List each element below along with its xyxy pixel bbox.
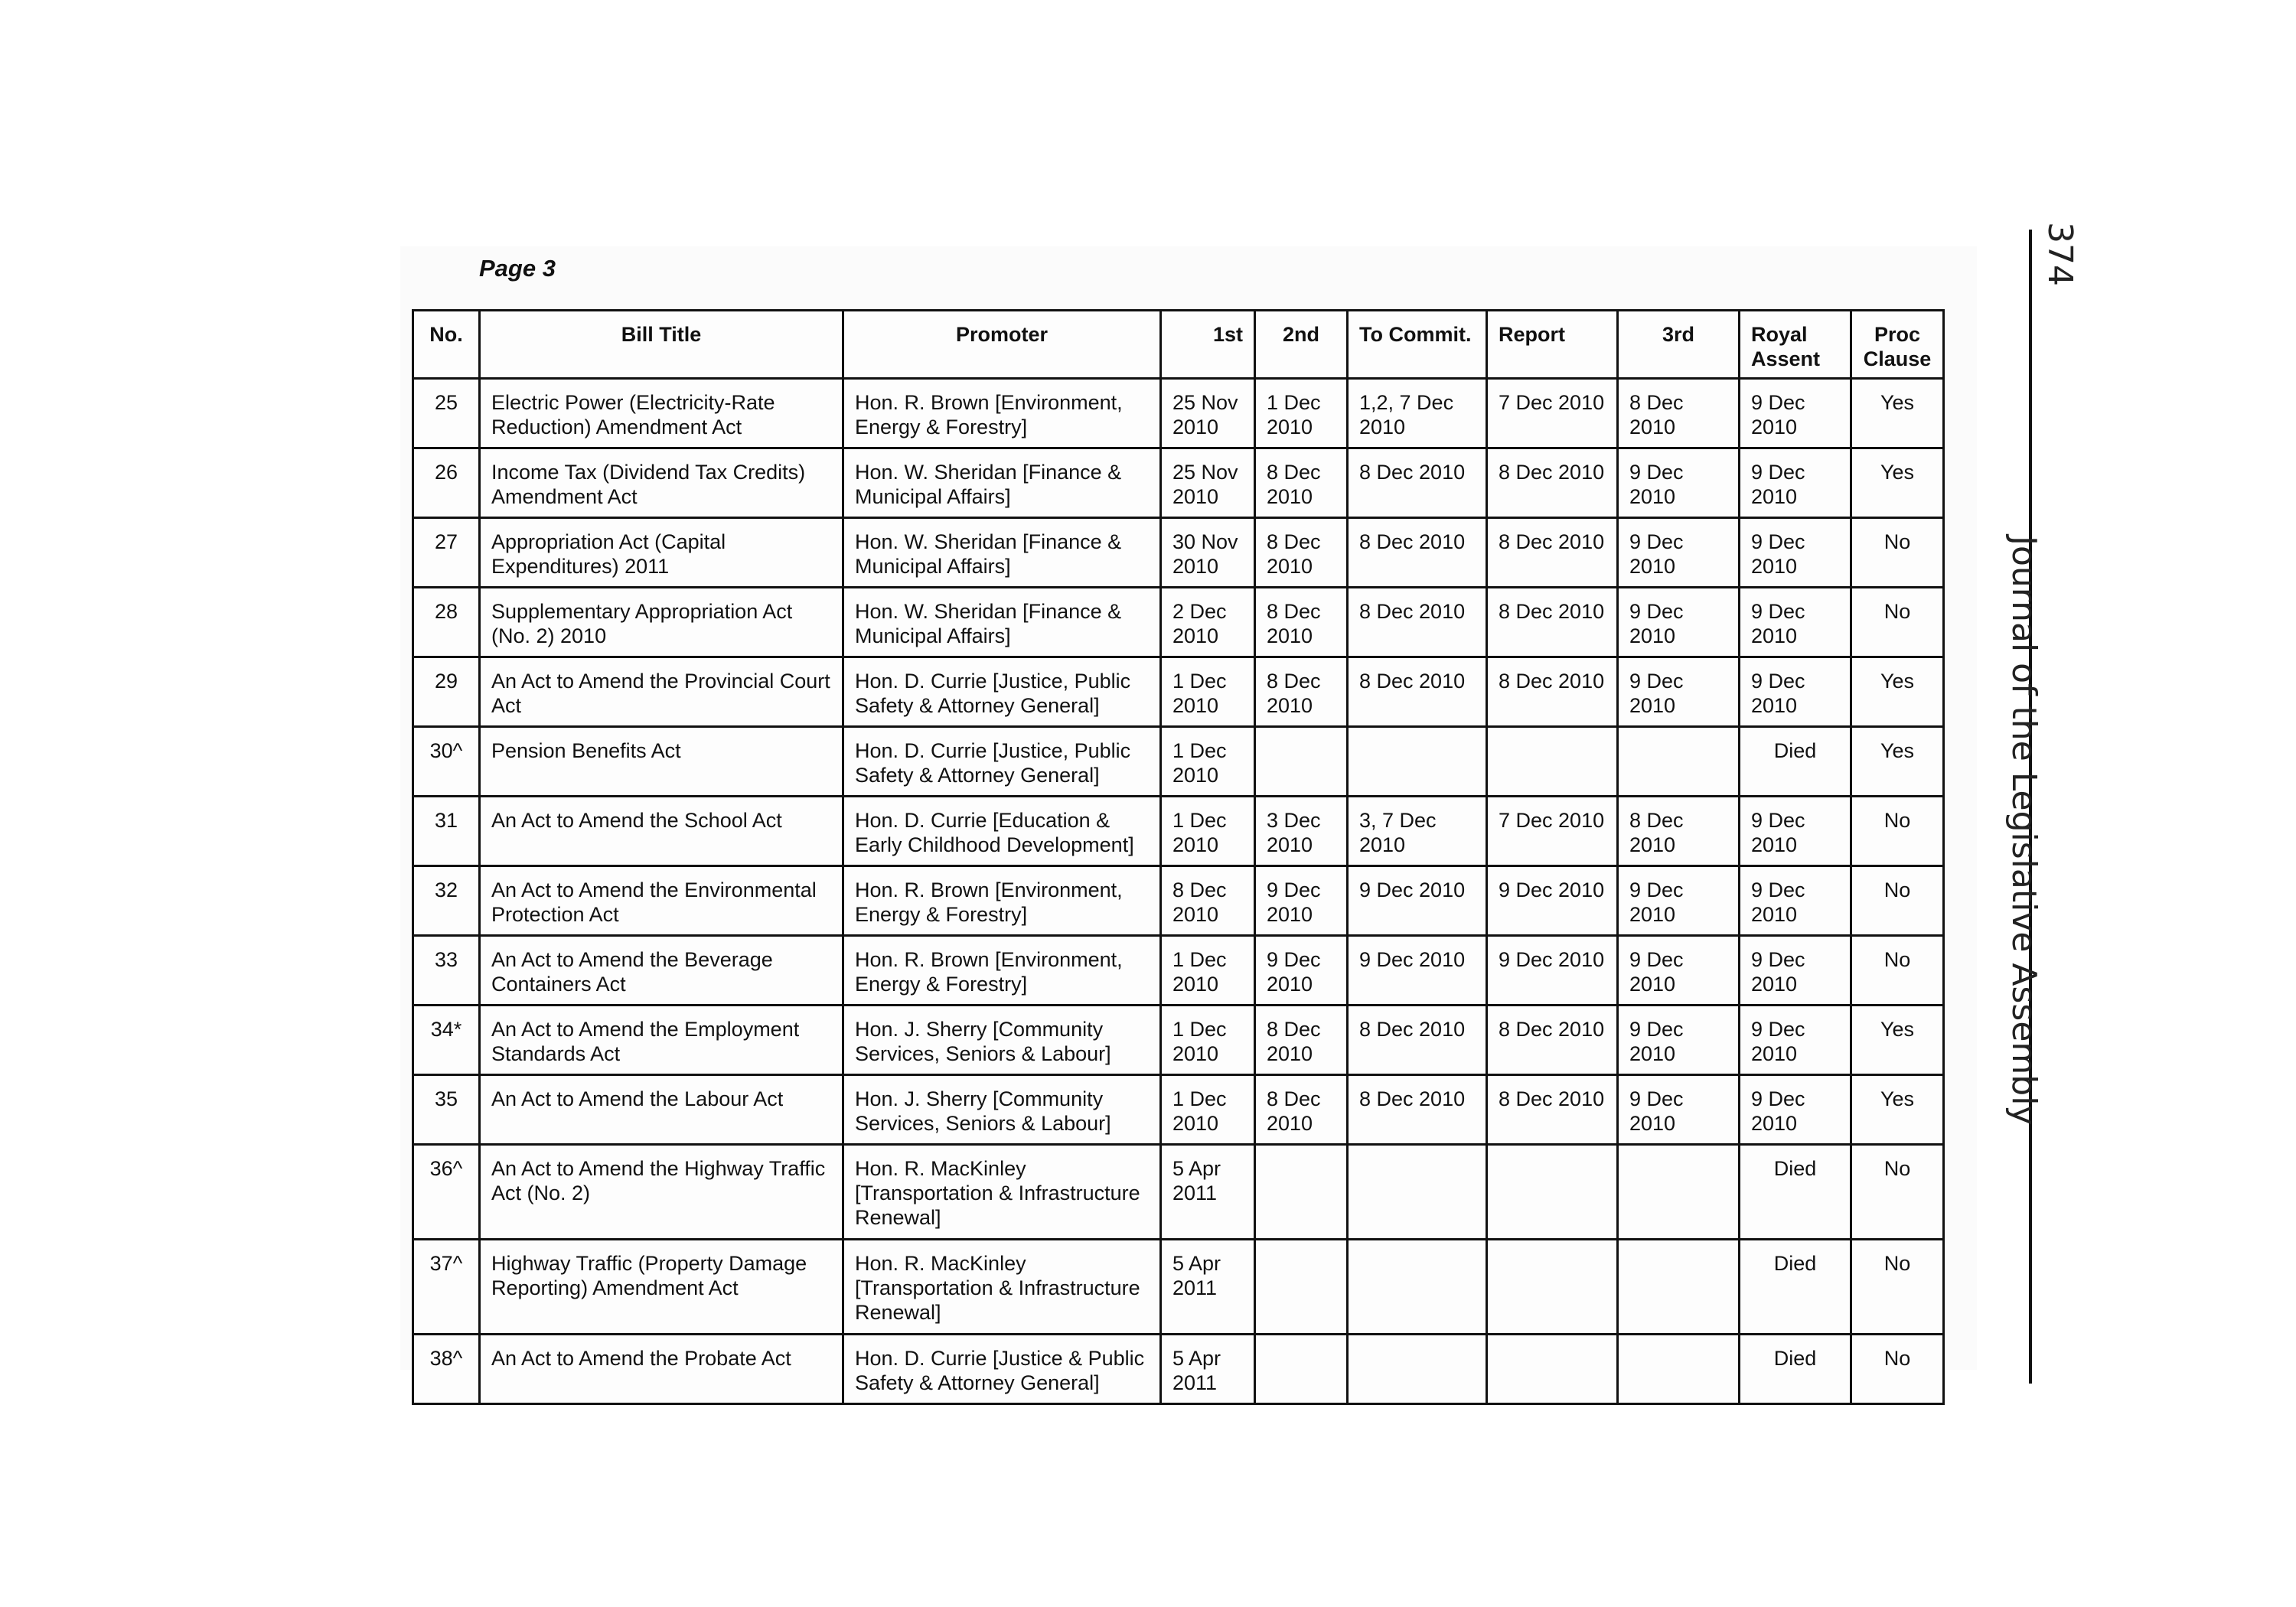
table-row xyxy=(413,1335,1944,1404)
table-row xyxy=(413,518,1944,588)
cell-proc-clause: Yes xyxy=(1851,448,1944,518)
cell-proc-clause: No xyxy=(1851,797,1944,866)
table-row xyxy=(413,1075,1944,1145)
cell-proc-clause: Yes xyxy=(1851,379,1944,448)
cell-bill-title: An Act to Amend the Provincial Court Act xyxy=(480,657,843,727)
cell-proc-clause: No xyxy=(1851,936,1944,1006)
cell-royal-assent: Died xyxy=(1740,1240,1851,1335)
header-to-committee: To Commit. xyxy=(1348,311,1487,379)
cell-bill-title: Highway Traffic (Property Damage Reporting) Amendment Act xyxy=(480,1240,843,1335)
cell-proc-clause: No xyxy=(1851,1145,1944,1240)
cell-third: 9 Dec 2010 xyxy=(1618,1075,1740,1145)
cell-third xyxy=(1618,1145,1740,1240)
cell-bill-title: An Act to Amend the Highway Traffic Act (No. 2) xyxy=(480,1145,843,1240)
cell-bill-title: Supplementary Appropriation Act (No. 2) 2010 xyxy=(480,588,843,657)
cell-first: 30 Nov 2010 xyxy=(1161,518,1255,588)
header-proc-clause: Proc Clause xyxy=(1851,311,1944,379)
cell-to-commit: 8 Dec 2010 xyxy=(1348,448,1487,518)
table-row xyxy=(413,448,1944,518)
cell-first: 5 Apr 2011 xyxy=(1161,1145,1255,1240)
cell-third: 9 Dec 2010 xyxy=(1618,866,1740,936)
cell-first: 1 Dec 2010 xyxy=(1161,657,1255,727)
cell-royal-assent: Died xyxy=(1740,1145,1851,1240)
cell-promoter: Hon. R. Brown [Environment, Energy & Forestry] xyxy=(843,936,1161,1006)
cell-promoter: Hon. D. Currie [Justice, Public Safety & Attorney General] xyxy=(843,657,1161,727)
table-body xyxy=(413,379,1944,1404)
table-row xyxy=(413,797,1944,866)
cell-royal-assent: 9 Dec 2010 xyxy=(1740,448,1851,518)
bills-table xyxy=(412,309,1945,1405)
cell-first: 1 Dec 2010 xyxy=(1161,936,1255,1006)
header-promoter: Promoter xyxy=(843,311,1161,379)
cell-royal-assent: 9 Dec 2010 xyxy=(1740,657,1851,727)
cell-bill-title: An Act to Amend the Beverage Containers Act xyxy=(480,936,843,1006)
cell-report: 8 Dec 2010 xyxy=(1487,1075,1618,1145)
cell-second: 8 Dec 2010 xyxy=(1255,657,1348,727)
header-first-reading: 1st xyxy=(1161,311,1255,379)
cell-third: 8 Dec 2010 xyxy=(1618,379,1740,448)
cell-promoter: Hon. D. Currie [Justice & Public Safety & Attorney General] xyxy=(843,1335,1161,1404)
cell-no: 36^ xyxy=(413,1145,480,1240)
table-row xyxy=(413,1145,1944,1240)
cell-bill-title: Pension Benefits Act xyxy=(480,727,843,797)
cell-royal-assent: 9 Dec 2010 xyxy=(1740,866,1851,936)
cell-promoter: Hon. D. Currie [Education & Early Childhood Development] xyxy=(843,797,1161,866)
cell-royal-assent: 9 Dec 2010 xyxy=(1740,1075,1851,1145)
header-bill-title: Bill Title xyxy=(480,311,843,379)
cell-to-commit: 3, 7 Dec 2010 xyxy=(1348,797,1487,866)
cell-promoter: Hon. R. MacKinley [Transportation & Infrastructure Renewal] xyxy=(843,1145,1161,1240)
cell-promoter: Hon. W. Sheridan [Finance & Municipal Affairs] xyxy=(843,588,1161,657)
cell-report: 7 Dec 2010 xyxy=(1487,379,1618,448)
cell-no: 33 xyxy=(413,936,480,1006)
cell-promoter: Hon. J. Sherry [Community Services, Seniors & Labour] xyxy=(843,1006,1161,1075)
cell-no: 26 xyxy=(413,448,480,518)
cell-no: 32 xyxy=(413,866,480,936)
cell-report xyxy=(1487,1240,1618,1335)
cell-promoter: Hon. R. MacKinley [Transportation & Infrastructure Renewal] xyxy=(843,1240,1161,1335)
cell-second: 8 Dec 2010 xyxy=(1255,1075,1348,1145)
table-row xyxy=(413,657,1944,727)
cell-royal-assent: 9 Dec 2010 xyxy=(1740,588,1851,657)
cell-to-commit: 8 Dec 2010 xyxy=(1348,657,1487,727)
cell-second: 9 Dec 2010 xyxy=(1255,866,1348,936)
cell-proc-clause: No xyxy=(1851,866,1944,936)
cell-third: 9 Dec 2010 xyxy=(1618,448,1740,518)
cell-to-commit: 8 Dec 2010 xyxy=(1348,518,1487,588)
side-journal-title: Journal of the Legislative Assembly xyxy=(2004,536,2043,1126)
cell-proc-clause: Yes xyxy=(1851,1006,1944,1075)
cell-to-commit xyxy=(1348,1145,1487,1240)
cell-second xyxy=(1255,1240,1348,1335)
cell-third: 9 Dec 2010 xyxy=(1618,936,1740,1006)
cell-royal-assent: 9 Dec 2010 xyxy=(1740,379,1851,448)
header-report: Report xyxy=(1487,311,1618,379)
table-header-row xyxy=(413,311,1944,379)
cell-to-commit: 1,2, 7 Dec 2010 xyxy=(1348,379,1487,448)
cell-report: 8 Dec 2010 xyxy=(1487,518,1618,588)
cell-proc-clause: No xyxy=(1851,518,1944,588)
cell-third xyxy=(1618,1335,1740,1404)
table-row xyxy=(413,866,1944,936)
cell-promoter: Hon. J. Sherry [Community Services, Seniors & Labour] xyxy=(843,1075,1161,1145)
cell-second: 1 Dec 2010 xyxy=(1255,379,1348,448)
side-page-number: 374 xyxy=(2040,222,2079,286)
cell-bill-title: An Act to Amend the School Act xyxy=(480,797,843,866)
cell-first: 1 Dec 2010 xyxy=(1161,1075,1255,1145)
cell-royal-assent: 9 Dec 2010 xyxy=(1740,1006,1851,1075)
cell-proc-clause: No xyxy=(1851,588,1944,657)
cell-first: 25 Nov 2010 xyxy=(1161,379,1255,448)
cell-to-commit: 9 Dec 2010 xyxy=(1348,936,1487,1006)
cell-third: 8 Dec 2010 xyxy=(1618,797,1740,866)
table-row xyxy=(413,1240,1944,1335)
cell-proc-clause: No xyxy=(1851,1335,1944,1404)
cell-third: 9 Dec 2010 xyxy=(1618,518,1740,588)
cell-proc-clause: Yes xyxy=(1851,1075,1944,1145)
cell-to-commit: 8 Dec 2010 xyxy=(1348,588,1487,657)
cell-first: 8 Dec 2010 xyxy=(1161,866,1255,936)
cell-second: 9 Dec 2010 xyxy=(1255,936,1348,1006)
header-no: No. xyxy=(413,311,480,379)
cell-bill-title: Income Tax (Dividend Tax Credits) Amendment Act xyxy=(480,448,843,518)
header-third-reading: 3rd xyxy=(1618,311,1740,379)
cell-promoter: Hon. W. Sheridan [Finance & Municipal Affairs] xyxy=(843,448,1161,518)
cell-royal-assent: 9 Dec 2010 xyxy=(1740,936,1851,1006)
cell-report: 8 Dec 2010 xyxy=(1487,657,1618,727)
cell-second xyxy=(1255,1145,1348,1240)
cell-report xyxy=(1487,1335,1618,1404)
cell-no: 29 xyxy=(413,657,480,727)
cell-second: 8 Dec 2010 xyxy=(1255,518,1348,588)
cell-first: 25 Nov 2010 xyxy=(1161,448,1255,518)
cell-no: 30^ xyxy=(413,727,480,797)
header-second-reading: 2nd xyxy=(1255,311,1348,379)
cell-report: 9 Dec 2010 xyxy=(1487,866,1618,936)
cell-first: 1 Dec 2010 xyxy=(1161,1006,1255,1075)
cell-promoter: Hon. D. Currie [Justice, Public Safety & Attorney General] xyxy=(843,727,1161,797)
cell-first: 5 Apr 2011 xyxy=(1161,1240,1255,1335)
cell-bill-title: An Act to Amend the Employment Standards Act xyxy=(480,1006,843,1075)
cell-no: 38^ xyxy=(413,1335,480,1404)
page-label: Page 3 xyxy=(479,255,556,282)
cell-royal-assent: 9 Dec 2010 xyxy=(1740,518,1851,588)
cell-bill-title: Electric Power (Electricity-Rate Reduction) Amendment Act xyxy=(480,379,843,448)
cell-third xyxy=(1618,1240,1740,1335)
cell-second: 8 Dec 2010 xyxy=(1255,448,1348,518)
cell-first: 1 Dec 2010 xyxy=(1161,727,1255,797)
cell-bill-title: An Act to Amend the Probate Act xyxy=(480,1335,843,1404)
cell-third: 9 Dec 2010 xyxy=(1618,1006,1740,1075)
cell-report: 8 Dec 2010 xyxy=(1487,448,1618,518)
cell-bill-title: An Act to Amend the Environmental Protection Act xyxy=(480,866,843,936)
cell-promoter: Hon. R. Brown [Environment, Energy & Forestry] xyxy=(843,379,1161,448)
cell-report: 9 Dec 2010 xyxy=(1487,936,1618,1006)
table-row xyxy=(413,936,1944,1006)
cell-no: 37^ xyxy=(413,1240,480,1335)
cell-report: 7 Dec 2010 xyxy=(1487,797,1618,866)
header-royal-assent: Royal Assent xyxy=(1740,311,1851,379)
cell-royal-assent: Died xyxy=(1740,1335,1851,1404)
table-row xyxy=(413,379,1944,448)
table-row xyxy=(413,1006,1944,1075)
cell-first: 5 Apr 2011 xyxy=(1161,1335,1255,1404)
cell-to-commit xyxy=(1348,1240,1487,1335)
cell-third: 9 Dec 2010 xyxy=(1618,657,1740,727)
cell-no: 28 xyxy=(413,588,480,657)
cell-third: 9 Dec 2010 xyxy=(1618,588,1740,657)
cell-proc-clause: Yes xyxy=(1851,657,1944,727)
cell-royal-assent: Died xyxy=(1740,727,1851,797)
cell-bill-title: Appropriation Act (Capital Expenditures) 2011 xyxy=(480,518,843,588)
cell-no: 25 xyxy=(413,379,480,448)
cell-third xyxy=(1618,727,1740,797)
cell-second: 3 Dec 2010 xyxy=(1255,797,1348,866)
cell-first: 1 Dec 2010 xyxy=(1161,797,1255,866)
cell-report: 8 Dec 2010 xyxy=(1487,1006,1618,1075)
cell-proc-clause: Yes xyxy=(1851,727,1944,797)
cell-to-commit: 8 Dec 2010 xyxy=(1348,1075,1487,1145)
cell-proc-clause: No xyxy=(1851,1240,1944,1335)
cell-report: 8 Dec 2010 xyxy=(1487,588,1618,657)
cell-report xyxy=(1487,1145,1618,1240)
cell-to-commit: 8 Dec 2010 xyxy=(1348,1006,1487,1075)
cell-bill-title: An Act to Amend the Labour Act xyxy=(480,1075,843,1145)
table-row xyxy=(413,588,1944,657)
cell-second xyxy=(1255,727,1348,797)
cell-second: 8 Dec 2010 xyxy=(1255,588,1348,657)
cell-no: 35 xyxy=(413,1075,480,1145)
cell-to-commit: 9 Dec 2010 xyxy=(1348,866,1487,936)
cell-to-commit xyxy=(1348,1335,1487,1404)
cell-promoter: Hon. W. Sheridan [Finance & Municipal Affairs] xyxy=(843,518,1161,588)
cell-second: 8 Dec 2010 xyxy=(1255,1006,1348,1075)
cell-royal-assent: 9 Dec 2010 xyxy=(1740,797,1851,866)
cell-to-commit xyxy=(1348,727,1487,797)
table-row xyxy=(413,727,1944,797)
cell-report xyxy=(1487,727,1618,797)
cell-promoter: Hon. R. Brown [Environment, Energy & Forestry] xyxy=(843,866,1161,936)
cell-second xyxy=(1255,1335,1348,1404)
cell-no: 27 xyxy=(413,518,480,588)
cell-no: 34* xyxy=(413,1006,480,1075)
cell-no: 31 xyxy=(413,797,480,866)
cell-first: 2 Dec 2010 xyxy=(1161,588,1255,657)
